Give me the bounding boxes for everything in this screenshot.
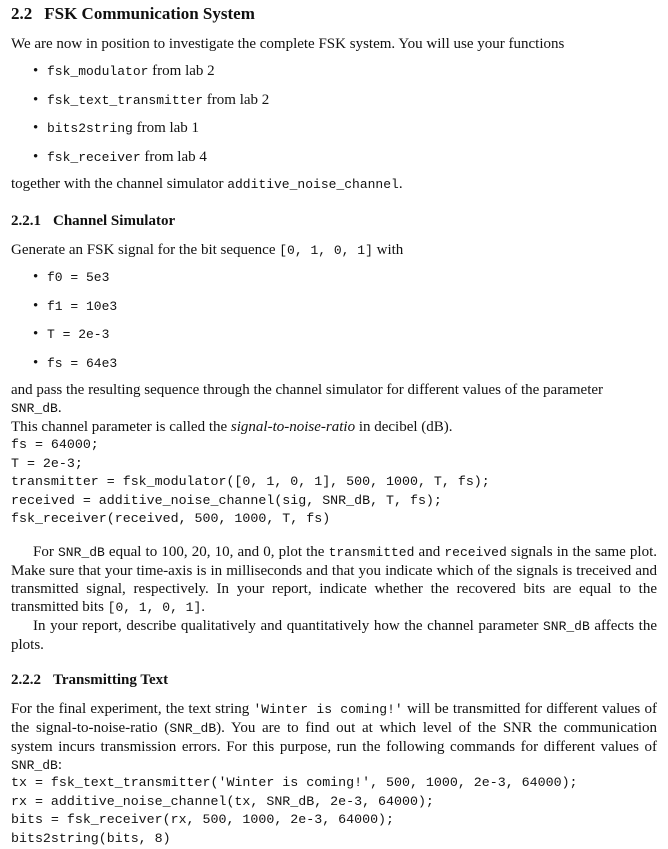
code-line: transmitter = fsk_modulator([0, 1, 0, 1], 500, 1000, T, fs); xyxy=(11,474,490,489)
function-code: fsk_receiver xyxy=(47,150,141,165)
function-item xyxy=(33,148,207,167)
definition-text: This channel parameter is called the xyxy=(11,419,231,435)
final-text: ). You are to find out at which level of the SNR the communication system incurs transmission errors. For this purpose, run the following commands for different values of xyxy=(11,720,657,755)
together-end: . xyxy=(398,176,403,192)
snr-code: SNR_dB xyxy=(11,758,58,773)
final-experiment-paragraph xyxy=(11,700,657,775)
intro-text: We are now in position to investigate the complete FSK system. You will use your functions xyxy=(11,36,565,52)
plot-text: and xyxy=(414,544,445,560)
param-item xyxy=(33,354,117,373)
bit-sequence-code: [0, 1, 0, 1] xyxy=(279,243,373,258)
snr-code: SNR_dB xyxy=(169,721,217,736)
snr-code: SNR_dB xyxy=(542,619,590,634)
code-line: fs = 64000; xyxy=(11,437,99,452)
subsection-number: 2.2.2 xyxy=(11,672,41,688)
param-code: fs = 64e3 xyxy=(47,356,118,371)
text-string-code: 'Winter is coming!' xyxy=(253,702,403,717)
subsection-number: 2.2.1 xyxy=(11,213,41,229)
pass-text: and pass the resulting sequence through the channel simulator for different values of the parameter xyxy=(11,382,604,398)
report-text: In your report, describe qualitatively and quantitatively how the channel parameter xyxy=(33,618,543,634)
plot-instructions-paragraph xyxy=(11,543,657,617)
definition-term: signal-to-noise-ratio xyxy=(230,419,356,435)
section-number: 2.2 xyxy=(11,4,33,23)
final-text: will be transmitted for different values of the signal-to-noise-ratio ( xyxy=(11,701,657,736)
subsection-title: Channel Simulator xyxy=(53,213,176,229)
report-paragraph xyxy=(11,617,657,654)
param-code: f0 = 5e3 xyxy=(47,270,110,285)
function-source: from lab 2 xyxy=(203,92,270,108)
code-line: fsk_receiver(received, 500, 1000, T, fs) xyxy=(11,511,331,526)
code-block-channel xyxy=(11,436,490,529)
pass-paragraph xyxy=(11,381,657,436)
snr-code: SNR_dB xyxy=(11,401,58,416)
bullet-icon: • xyxy=(33,355,39,371)
code-line: tx = fsk_text_transmitter('Winter is coming!', 500, 1000, 2e-3, 64000); xyxy=(11,775,578,790)
function-item xyxy=(33,91,269,110)
param-code: f1 = 10e3 xyxy=(47,299,118,314)
bullet-icon: • xyxy=(33,269,39,285)
definition-end: in decibel (dB). xyxy=(355,419,453,435)
plot-text: signals in the same plot. Make sure that your time-axis is in milliseconds and that you indicate which of the signals is treceived and transmitted signal, respectively. In your report, indicate whether the recovered bits are equal to the transmitted bits xyxy=(11,544,657,615)
bullet-icon: • xyxy=(33,298,39,314)
function-source: from lab 2 xyxy=(148,63,215,79)
report-text: affects the plots. xyxy=(11,618,657,653)
bullet-icon: • xyxy=(33,120,39,136)
code-line: T = 2e-3; xyxy=(11,455,83,471)
subsection-heading-channel-simulator xyxy=(11,213,175,230)
final-text: For the final experiment, the text string xyxy=(11,701,254,717)
code-line: bits = fsk_receiver(rx, 500, 1000, 2e-3, 64000); xyxy=(11,812,395,827)
param-item xyxy=(33,297,117,316)
plot-text: equal to 100, 20, 10, and 0, plot the xyxy=(104,544,329,560)
bullet-icon: • xyxy=(33,326,39,342)
param-code: T = 2e-3 xyxy=(47,327,110,342)
snr-code: SNR_dB xyxy=(57,545,105,560)
generate-end: with xyxy=(372,242,404,258)
function-item xyxy=(33,62,215,81)
plot-text: For xyxy=(33,544,58,560)
section-title: FSK Communication System xyxy=(44,4,255,23)
param-item xyxy=(33,268,109,287)
together-paragraph xyxy=(11,175,657,194)
bits-code: [0, 1, 0, 1] xyxy=(107,600,202,615)
plot-text: . xyxy=(201,599,206,615)
bullet-icon: • xyxy=(33,149,39,165)
code-line: rx = additive_noise_channel(tx, SNR_dB, 2e-3, 64000); xyxy=(11,793,434,809)
code-block-text xyxy=(11,774,578,848)
final-text: : xyxy=(57,757,62,773)
subsection-title: Transmitting Text xyxy=(53,672,169,688)
param-item xyxy=(33,325,109,344)
function-code: fsk_modulator xyxy=(47,64,149,79)
subsection-heading-transmitting-text xyxy=(11,672,168,689)
received-code: received xyxy=(444,545,507,560)
together-code: additive_noise_channel xyxy=(227,177,399,192)
function-item xyxy=(33,119,199,138)
function-source: from lab 1 xyxy=(132,120,200,136)
function-code: fsk_text_transmitter xyxy=(47,93,204,108)
pass-end: . xyxy=(57,400,62,416)
generate-paragraph xyxy=(11,241,657,260)
section-heading xyxy=(11,4,255,24)
intro-paragraph xyxy=(11,35,657,53)
together-text: together with the channel simulator xyxy=(11,176,228,192)
function-code: bits2string xyxy=(47,121,133,136)
bullet-icon: • xyxy=(33,92,39,108)
bullet-icon: • xyxy=(33,63,39,79)
generate-text: Generate an FSK signal for the bit sequence xyxy=(11,242,280,258)
code-line: received = additive_noise_channel(sig, SNR_dB, T, fs); xyxy=(11,492,442,508)
code-line: bits2string(bits, 8) xyxy=(11,830,171,846)
transmitted-code: transmitted xyxy=(328,545,415,560)
function-source: from lab 4 xyxy=(140,149,207,165)
